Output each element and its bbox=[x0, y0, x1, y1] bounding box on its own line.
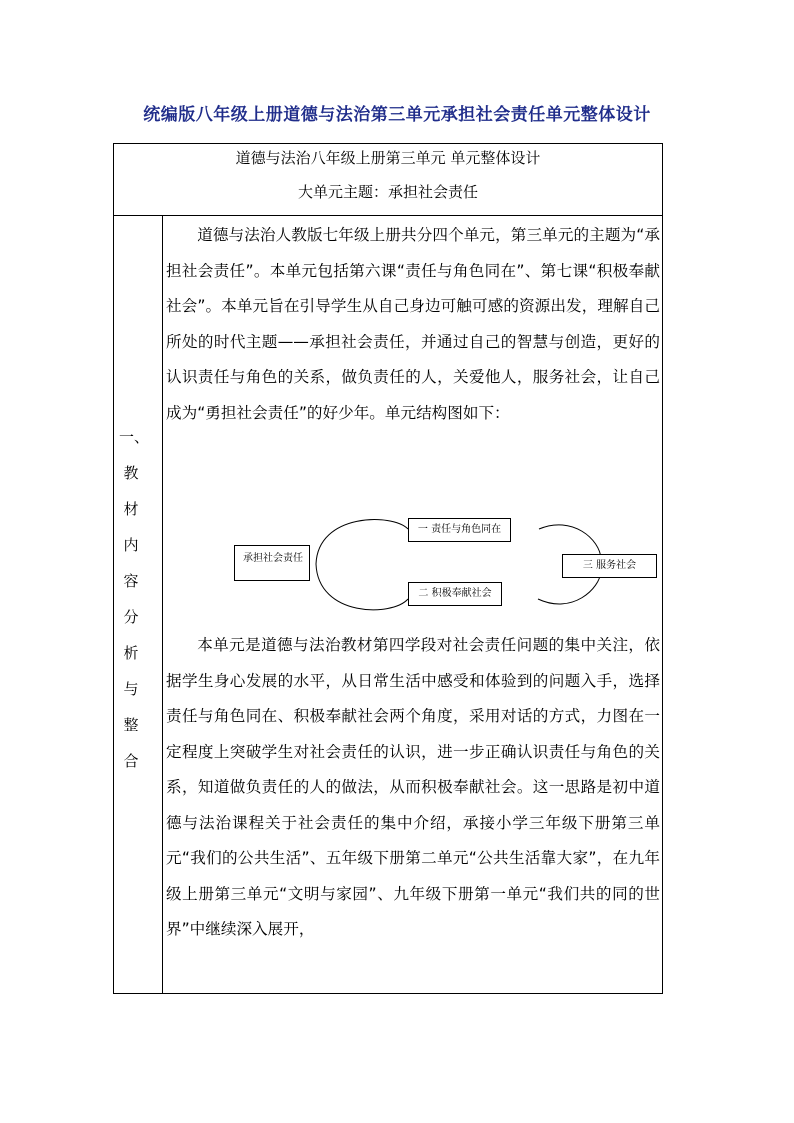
connector-top-left bbox=[316, 520, 408, 564]
diagram-node-contribute-society: 二 积极奉献社会 bbox=[408, 582, 502, 606]
header-line-1: 道德与法治八年级上册第三单元 单元整体设计 bbox=[235, 149, 541, 167]
table-header bbox=[114, 144, 662, 216]
section-label-char: 与 bbox=[123, 680, 139, 698]
section-label-char: 析 bbox=[123, 644, 139, 662]
section-label-char: 教 bbox=[123, 464, 139, 482]
section-label-char: 容 bbox=[123, 572, 139, 590]
diagram-node-responsibility-role: 一 责任与角色同在 bbox=[408, 518, 511, 542]
section-label-char: 分 bbox=[123, 608, 139, 626]
header-line-2: 大单元主题：承担社会责任 bbox=[297, 183, 478, 201]
document-title: 统编版八年级上册道德与法治第三单元承担社会责任单元整体设计 bbox=[143, 105, 651, 125]
unit-structure-diagram bbox=[232, 509, 637, 619]
section-label-char: 整 bbox=[123, 716, 139, 734]
section-label-char: 内 bbox=[123, 536, 139, 554]
design-table bbox=[113, 143, 663, 994]
section-number: 一、 bbox=[119, 428, 150, 446]
content-cell bbox=[166, 216, 660, 993]
paragraph-intro: 道德与法治人教版七年级上册共分四个单元，第三单元的主题为“承担社会责任”。本单元包括第六课“责任与角色同在”、第七课“积极奉献社会”。本单元旨在引导学生从自己身边可触可感的资源出发，理解自己所处的时代主题——承担社会责任，并通过自己的智慧与创造，更好的认识责任与角色的关系，做负责任的人，关爱他人，服务社会，让自己成为“勇担社会责任”的好少年。单元结构图如下： bbox=[166, 226, 660, 422]
diagram-node-root: 承担社会责任 bbox=[234, 545, 310, 581]
section-label-char: 合 bbox=[123, 752, 139, 770]
diagram-node-serve-society: 三 服务社会 bbox=[562, 554, 657, 578]
paragraph-analysis: 本单元是道德与法治教材第四学段对社会责任问题的集中关注，依据学生身心发展的水平，从日常生活中感受和体验到的问题入手，选择责任与角色同在、积极奉献社会两个角度，采用对话的方式，力图在一定程度上突破学生对社会责任的认识，进一步正确认识责任与角色的关系，知道做负责任的人的做法，从而积极奉献社会。这一思路是初中道德与法治课程关于社会责任的集中介绍，承接小学三年级下册第三单元“我们的公共生活”、五年级下册第二单元“公共生活靠大家”，在九年级上册第三单元“文明与家园”、九年级下册第一单元“我们共的同的世界”中继续深入展开， bbox=[166, 636, 660, 938]
section-label-column bbox=[114, 216, 162, 993]
section-label-char: 材 bbox=[123, 500, 139, 518]
connector-bottom-left bbox=[316, 564, 408, 610]
column-divider bbox=[162, 216, 163, 993]
